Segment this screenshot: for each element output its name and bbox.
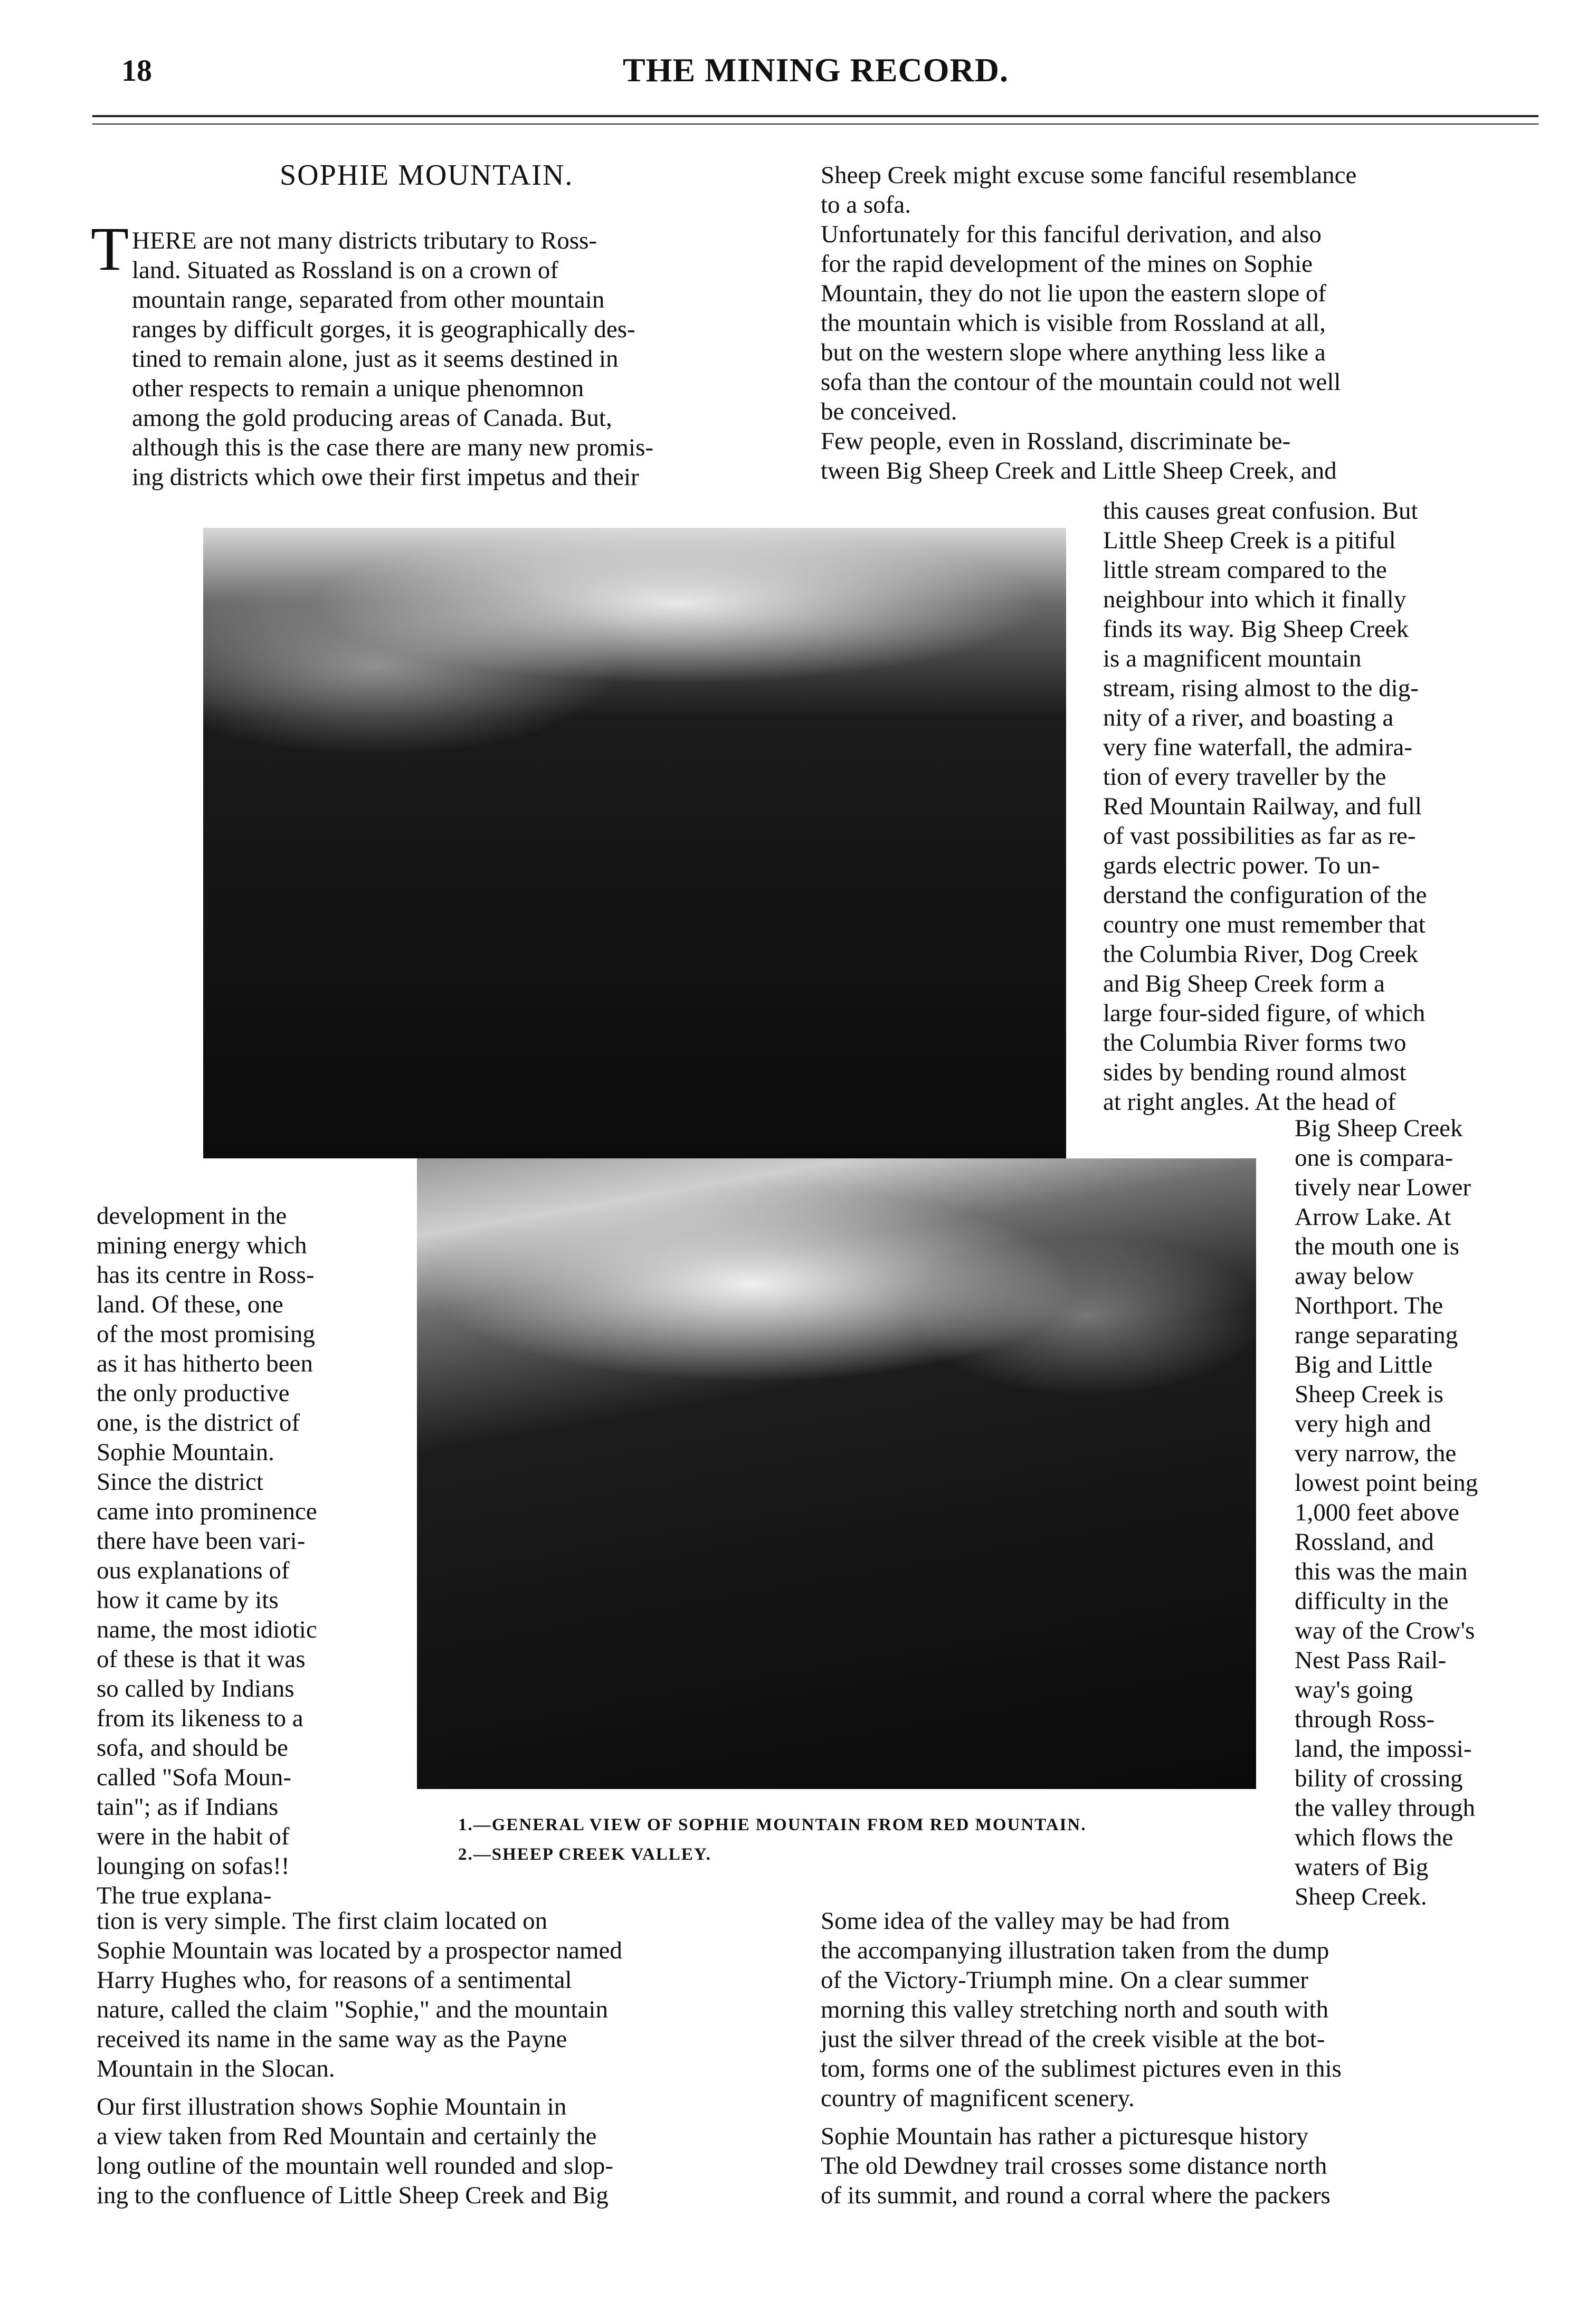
caption-photo1: 1.—GENERAL VIEW OF SOPHIE MOUNTAIN FROM RED MOUNTAIN. <box>458 1815 1087 1834</box>
photo-sophie-mountain <box>203 528 1066 1158</box>
column1-bottom-text: tion is very simple. The first claim located on Sophie Mountain was located by a prospector named Harry Hughes who, for reasons of a sentimental nature, called the claim "Sophie," and the mountain received its name in the same way as the Payne Mountain in the Slocan. <box>97 1907 622 2082</box>
column2-bottom-paragraph: Sophie Mountain has rather a picturesque history The old Dewdney trail crosses some distance north of its summit, and round a corral where the packers <box>821 2123 1331 2209</box>
drop-cap: T <box>91 214 129 283</box>
column2-top-text: Sheep Creek might excuse some fanciful resemblance to a sofa. Unfortunately for this fanciful derivation, and also for the rapid development of the mines on Sophie Mountain, they do not lie upon the eastern slope of the mountain which is visible from Rossland at all, but on the western slope where anything less like a sofa than the contour of the mountain could not well be conceived. Few people, even in Rossland, discriminate be- tween Big Sheep Creek and Little Sheep Creek, and <box>821 161 1357 484</box>
publication-title: THE MINING RECORD. <box>623 51 1009 89</box>
page-number: 18 <box>121 53 152 88</box>
photo-sheep-creek-valley <box>417 1158 1256 1789</box>
article-headline: SOPHIE MOUNTAIN. <box>280 159 574 192</box>
column2-narrow-text: Big Sheep Creek one is compara- tively near Lower Arrow Lake. At the mouth one is away below Northport. The range separating Big and Little Sheep Creek is very high and very narrow, the lowest point being 1,000 feet above Rossland, and this was the main difficulty in the way of the Crow's Nest Pass Rail- way's going through Ross- land, the impossi- bility of crossing the valley through which flows the waters of Big Sheep Creek. <box>1295 1115 1478 1910</box>
column2-bottom-text: Some idea of the valley may be had from the accompanying illustration taken from the dump of the Victory-Triumph mine. On a clear summer morning this valley stretching north and south with just the silver thread of the creek visible at the bot- tom, forms one of the sublimest pictures even in this country of magnificent scenery. <box>821 1907 1342 2112</box>
header-rule <box>92 115 1538 117</box>
column1-top-text: HERE are not many districts tributary to Ross- land. Situated as Rossland is on a crown of mountain range, separated from other mountain ranges by difficult gorges, it is geographically des- tined to remain alone, just as it seems destined in other respects to remain a unique phenomnon among the gold producing areas of Canada. But, although this is the case there are many new promis- ing districts which owe their first impetus and their <box>132 227 654 491</box>
caption-photo2: 2.—SHEEP CREEK VALLEY. <box>458 1845 711 1864</box>
column1-bottom-paragraph: Our first illustration shows Sophie Mountain in a view taken from Red Mountain and certainly the long outline of the mountain well rounded and slop- ing to the confluence of Little Sheep Creek and Big <box>97 2093 613 2209</box>
header-rule-thin <box>92 123 1538 125</box>
column2-mid-text: this causes great confusion. But Little Sheep Creek is a pitiful little stream compared to the neighbour into which it finally finds its way. Big Sheep Creek is a magnificent mountain stream, rising almost to the dig- nity of a river, and boasting a very fine waterfall, the admira- tion of every traveller by the Red Mountain Railway, and full of vast possibilities as far as re- gards electric power. To un- derstand the configuration of the country one must remember that the Columbia River, Dog Creek and Big Sheep Creek form a large four-sided figure, of which the Columbia River forms two sides by bending round almost at right angles. At the head of <box>1103 497 1427 1116</box>
column1-narrow-text: development in the mining energy which has its centre in Ross- land. Of these, one of the most promising as it has hitherto been the only productive one, is the district of Sophie Mountain. Since the district came into prominence there have been vari- ous explanations of how it came by its name, the most idiotic of these is that it was so called by Indians from its likeness to a sofa, and should be called "Sofa Moun- tain"; as if Indians were in the habit of lounging on sofas!! The true explana- <box>97 1202 317 1909</box>
